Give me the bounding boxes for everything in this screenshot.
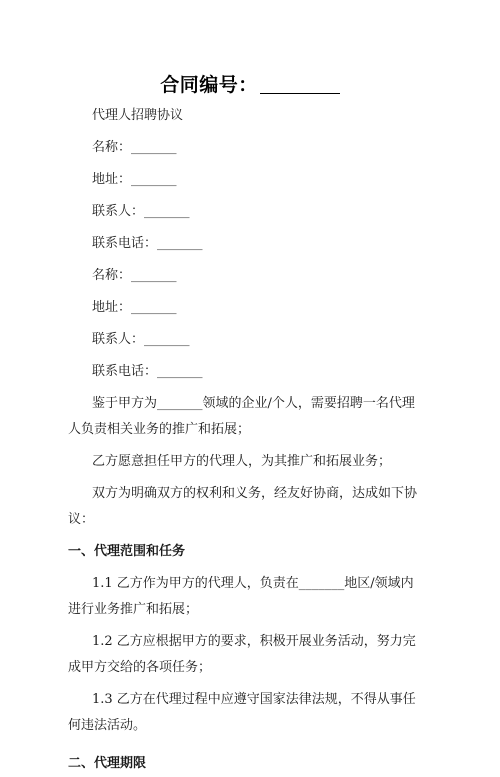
party-b-contact: 联系人：_______ [92,332,190,347]
party-b-phone: 联系电话：_______ [92,364,203,379]
intro-paragraph: 鉴于甲方为_______领域的企业/个人，需要招聘一名代理人负责相关业务的推广和拓展； [68,396,415,437]
section-heading: 一、代理范围和任务 [68,544,186,559]
party-b-address: 地址：_______ [92,300,177,315]
clause-paragraph: 1.3 乙方在代理过程中应遵守国家法律法规，不得从事任何违法活动。 [68,692,416,733]
contract-number-blank [260,75,340,94]
document-name: 代理人招聘协议 [92,108,184,123]
intro-paragraph: 乙方愿意担任甲方的代理人，为其推广和拓展业务； [92,454,392,469]
party-a-phone: 联系电话：_______ [92,236,203,251]
clause-paragraph: 1.2 乙方应根据甲方的要求，积极开展业务活动，努力完成甲方交给的各项任务； [68,634,416,675]
section-heading: 二、代理期限 [68,756,147,771]
party-b-name: 名称：_______ [92,268,177,283]
party-a-contact: 联系人：_______ [92,204,190,219]
intro-paragraph: 双方为明确双方的权利和义务，经友好协商，达成如下协议： [68,486,418,527]
title-text: 合同编号： [160,74,258,96]
party-a-address: 地址：_______ [92,172,177,187]
contract-number-title [0,70,500,97]
clause-paragraph: 1.1 乙方作为甲方的代理人，负责在_______地区/领域内进行业务推广和拓展； [68,576,414,617]
document-body [68,103,420,777]
party-a-name: 名称：_______ [92,140,177,155]
